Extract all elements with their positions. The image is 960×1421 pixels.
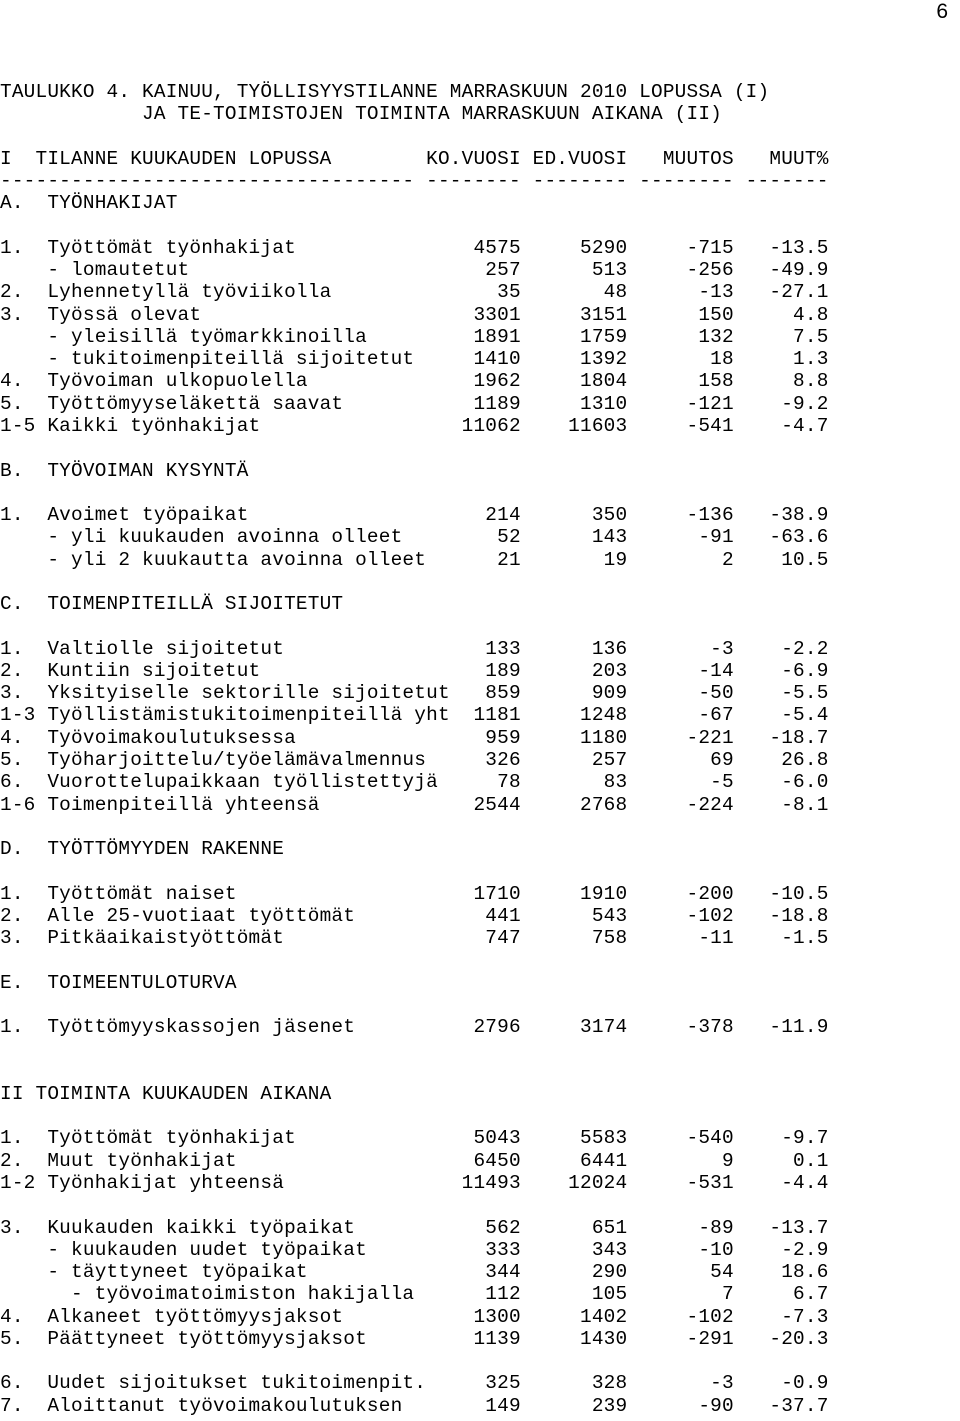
table-line: ----------------------------------- -------- -------- -------- -------: [0, 170, 829, 193]
blank-line: [0, 816, 829, 838]
table-line: - yli 2 kuukautta avoinna olleet 21 19 2 10.5: [0, 548, 829, 571]
table-line: - yli kuukauden avoinna olleet 52 143 -91 -63.6: [0, 526, 829, 549]
table-line: - kuukauden uudet työpaikat 333 343 -10 -2.9: [0, 1238, 829, 1261]
blank-line: [0, 615, 829, 637]
table-line: 4. Työvoimakoulutuksessa 959 1180 -221 -18.7: [0, 726, 829, 749]
table-line: D. TYÖTTÖMYYDEN RAKENNE: [0, 838, 285, 861]
table-line: - tukitoimenpiteillä sijoitetut 1410 1392 18 1.3: [0, 348, 829, 371]
table-line: 6. Uudet sijoitukset tukitoimenpit. 325 328 -3 -0.9: [0, 1372, 829, 1395]
blank-line: [0, 1105, 829, 1127]
table-line: 1-6 Toimenpiteillä yhteensä 2544 2768 -224 -8.1: [0, 793, 829, 816]
table-line: 2. Alle 25-vuotiaat työttömät 441 543 -102 -18.8: [0, 904, 829, 927]
page-number: 6: [936, 0, 948, 23]
table-line: 1-5 Kaikki työnhakijat 11062 11603 -541 -4.7: [0, 414, 829, 437]
table-line: 1. Avoimet työpaikat 214 350 -136 -38.9: [0, 504, 829, 527]
blank-line: [0, 1061, 829, 1083]
table-line: 3. Työssä olevat 3301 3151 150 4.8: [0, 303, 829, 326]
table-line: 3. Yksityiselle sektorille sijoitetut 859 909 -50 -5.5: [0, 682, 829, 705]
table-line: 3. Kuukauden kaikki työpaikat 562 651 -89 -13.7: [0, 1216, 829, 1239]
blank-line: [0, 126, 829, 148]
table-line: 2. Kuntiin sijoitetut 189 203 -14 -6.9: [0, 659, 829, 682]
table-line: - yleisillä työmarkkinoilla 1891 1759 132 7.5: [0, 325, 829, 348]
blank-line: [0, 1350, 829, 1372]
blank-line: [0, 215, 829, 237]
table-line: 5. Päättyneet työttömyysjaksot 1139 1430 -291 -20.3: [0, 1327, 829, 1350]
table-line: TAULUKKO 4. KAINUU, TYÖLLISYYSTILANNE MARRASKUUN 2010 LOPUSSA (I): [0, 81, 770, 103]
blank-line: [0, 860, 829, 882]
table-line: 1. Työttömät työnhakijat 4575 5290 -715 -13.5: [0, 236, 829, 259]
table-line: 2. Lyhennetyllä työviikolla 35 48 -13 -27.1: [0, 281, 829, 304]
table-line: JA TE-TOIMISTOJEN TOIMINTA MARRASKUUN AIKANA (II): [0, 103, 723, 126]
table-line: 1-3 Työllistämistukitoimenpiteillä yht 1181 1248 -67 -5.4: [0, 704, 829, 727]
table-line: 5. Työttömyyseläkettä saavat 1189 1310 -121 -9.2: [0, 392, 829, 415]
blank-line: [0, 571, 829, 593]
table-line: 1. Työttömät naiset 1710 1910 -200 -10.5: [0, 882, 829, 905]
table-line: 5. Työharjoittelu/työelämävalmennus 326 257 69 26.8: [0, 748, 829, 771]
blank-line: [0, 994, 829, 1016]
blank-line: [0, 1194, 829, 1216]
table-line: - työvoimatoimiston hakijalla 112 105 7 6.7: [0, 1283, 829, 1306]
table-line: 1-2 Työnhakijat yhteensä 11493 12024 -531 -4.4: [0, 1172, 829, 1195]
table-line: A. TYÖNHAKIJAT: [0, 192, 178, 215]
table-line: 1. Työttömyyskassojen jäsenet 2796 3174 -378 -11.9: [0, 1016, 829, 1039]
table-line: - täyttyneet työpaikat 344 290 54 18.6: [0, 1261, 829, 1284]
table-line: I TILANNE KUUKAUDEN LOPUSSA KO.VUOSI ED.VUOSI MUUTOS MUUT%: [0, 147, 829, 170]
table-line: 4. Alkaneet työttömyysjaksot 1300 1402 -102 -7.3: [0, 1305, 829, 1328]
table-line: 2. Muut työnhakijat 6450 6441 9 0.1: [0, 1149, 829, 1172]
table-line: 1. Työttömät työnhakijat 5043 5583 -540 -9.7: [0, 1127, 829, 1150]
table-line: 7. Aloittanut työvoimakoulutuksen 149 239 -90 -37.7: [0, 1394, 829, 1417]
blank-line: [0, 437, 829, 459]
table-line: 6. Vuorottelupaikkaan työllistettyjä 78 83 -5 -6.0: [0, 771, 829, 794]
table-line: II TOIMINTA KUUKAUDEN AIKANA: [0, 1082, 332, 1105]
table-line: E. TOIMEENTULOTURVA: [0, 971, 237, 994]
table-line: C. TOIMENPITEILLÄ SIJOITETUT: [0, 593, 344, 616]
table-line: B. TYÖVOIMAN KYSYNTÄ: [0, 459, 249, 482]
table-line: 4. Työvoiman ulkopuolella 1962 1804 158 8.8: [0, 370, 829, 393]
table-line: - lomautetut 257 513 -256 -49.9: [0, 259, 829, 282]
table-line: 1. Valtiolle sijoitetut 133 136 -3 -2.2: [0, 637, 829, 660]
blank-line: [0, 1038, 829, 1060]
blank-line: [0, 949, 829, 971]
blank-line: [0, 482, 829, 504]
table-line: 3. Pitkäaikaistyöttömät 747 758 -11 -1.5: [0, 927, 829, 950]
statistics-table: [0, 81, 829, 1417]
